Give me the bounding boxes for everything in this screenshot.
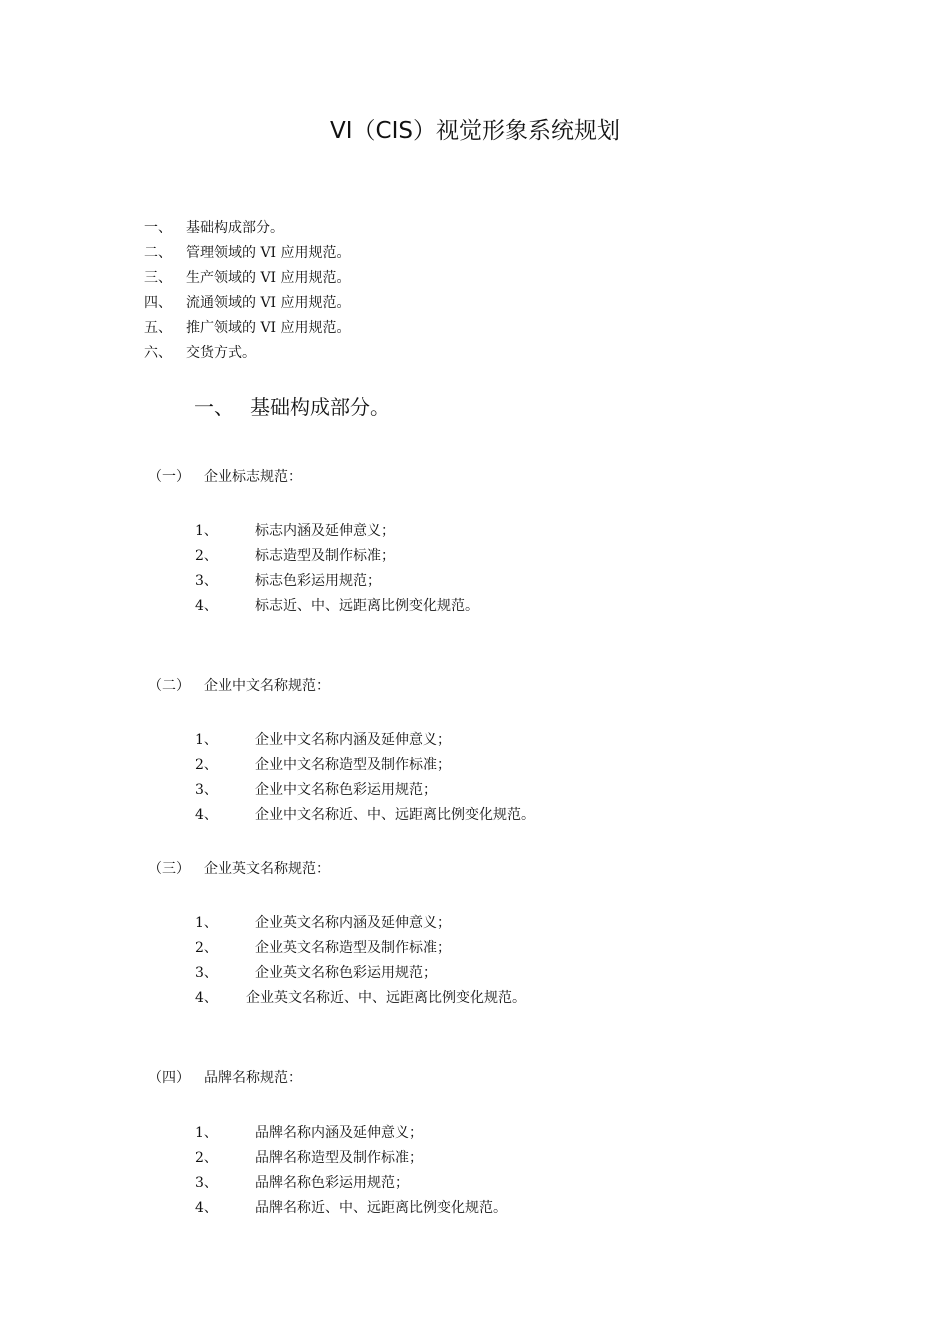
list-item-number: 1、 <box>195 732 218 748</box>
list-item-text: 标志内涵及延伸意义； <box>255 523 395 539</box>
toc-item <box>144 316 351 341</box>
toc-item <box>144 266 351 291</box>
list-item <box>195 936 526 961</box>
subsection-heading <box>148 1067 302 1089</box>
subsection-number: （二） <box>148 678 190 694</box>
list-item <box>195 1196 507 1221</box>
toc-item <box>144 291 351 316</box>
list-item-text: 企业中文名称内涵及延伸意义； <box>255 732 451 748</box>
list-item-number: 2、 <box>195 548 218 564</box>
list-item-text: 企业英文名称近、中、远距离比例变化规范。 <box>246 990 526 1006</box>
list-item-text: 企业中文名称色彩运用规范； <box>255 782 437 798</box>
list-item <box>195 803 535 828</box>
toc-item-text: 基础构成部分。 <box>186 220 284 236</box>
list-item-text: 企业英文名称造型及制作标准； <box>255 940 451 956</box>
subsection-heading <box>148 466 302 488</box>
subsection-item-list <box>195 1121 507 1221</box>
toc-item-text: 推广领域的 VI 应用规范。 <box>186 320 351 336</box>
list-item-text: 标志近、中、远距离比例变化规范。 <box>255 598 479 614</box>
toc-item-text: 流通领域的 VI 应用规范。 <box>186 295 351 311</box>
subsection-item-list <box>195 911 526 1011</box>
list-item-number: 2、 <box>195 1150 218 1166</box>
subsection-title: 企业中文名称规范： <box>204 678 330 694</box>
subsection-number: （三） <box>148 861 190 877</box>
subsection-item-list <box>195 728 535 828</box>
subsection-title: 企业英文名称规范： <box>204 861 330 877</box>
toc-item-number: 六、 <box>144 345 172 361</box>
list-item <box>195 1121 507 1146</box>
list-item-text: 企业中文名称近、中、远距离比例变化规范。 <box>255 807 535 823</box>
subsection-number: （一） <box>148 469 190 485</box>
toc-item-text: 交货方式。 <box>186 345 256 361</box>
list-item-text: 标志造型及制作标准； <box>255 548 395 564</box>
list-item <box>195 778 535 803</box>
list-item <box>195 1171 507 1196</box>
list-item-number: 4、 <box>195 1200 218 1216</box>
toc-item-number: 一、 <box>144 220 172 236</box>
list-item-text: 标志色彩运用规范； <box>255 573 381 589</box>
list-item <box>195 728 535 753</box>
list-item-number: 2、 <box>195 757 218 773</box>
toc-item <box>144 241 351 266</box>
toc-item <box>144 216 351 241</box>
list-item-number: 4、 <box>195 807 218 823</box>
toc-item <box>144 341 351 366</box>
list-item <box>195 986 526 1011</box>
list-item-number: 3、 <box>195 965 218 981</box>
list-item-text: 品牌名称造型及制作标准； <box>255 1150 423 1166</box>
subsection-heading <box>148 675 330 697</box>
table-of-contents <box>144 216 351 366</box>
list-item <box>195 544 479 569</box>
list-item <box>195 594 479 619</box>
list-item <box>195 753 535 778</box>
list-item <box>195 961 526 986</box>
list-item-number: 4、 <box>195 990 218 1006</box>
list-item <box>195 569 479 594</box>
subsection-title: 企业标志规范： <box>204 469 302 485</box>
toc-item-number: 三、 <box>144 270 172 286</box>
list-item-text: 企业英文名称色彩运用规范； <box>255 965 437 981</box>
list-item-number: 3、 <box>195 1175 218 1191</box>
subsection-item-list <box>195 519 479 619</box>
list-item-text: 品牌名称内涵及延伸意义； <box>255 1125 423 1141</box>
list-item-number: 4、 <box>195 598 218 614</box>
subsection-number: （四） <box>148 1070 190 1086</box>
list-item-number: 1、 <box>195 523 218 539</box>
document-title: VI（CIS）视觉形象系统规划 <box>330 118 620 144</box>
list-item <box>195 519 479 544</box>
list-item-number: 3、 <box>195 782 218 798</box>
toc-item-number: 二、 <box>144 245 172 261</box>
section-heading-text: 基础构成部分。 <box>250 395 390 419</box>
section-heading-number: 一、 <box>194 395 234 419</box>
section-heading <box>194 392 390 422</box>
list-item-text: 品牌名称色彩运用规范； <box>255 1175 409 1191</box>
list-item-number: 1、 <box>195 915 218 931</box>
list-item <box>195 1146 507 1171</box>
list-item-number: 1、 <box>195 1125 218 1141</box>
toc-item-text: 生产领域的 VI 应用规范。 <box>186 270 351 286</box>
list-item-text: 企业中文名称造型及制作标准； <box>255 757 451 773</box>
list-item-text: 企业英文名称内涵及延伸意义； <box>255 915 451 931</box>
subsection-heading <box>148 858 330 880</box>
list-item <box>195 911 526 936</box>
list-item-text: 品牌名称近、中、远距离比例变化规范。 <box>255 1200 507 1216</box>
list-item-number: 2、 <box>195 940 218 956</box>
toc-item-number: 四、 <box>144 295 172 311</box>
toc-item-text: 管理领域的 VI 应用规范。 <box>186 245 351 261</box>
list-item-number: 3、 <box>195 573 218 589</box>
subsection-title: 品牌名称规范： <box>204 1070 302 1086</box>
toc-item-number: 五、 <box>144 320 172 336</box>
